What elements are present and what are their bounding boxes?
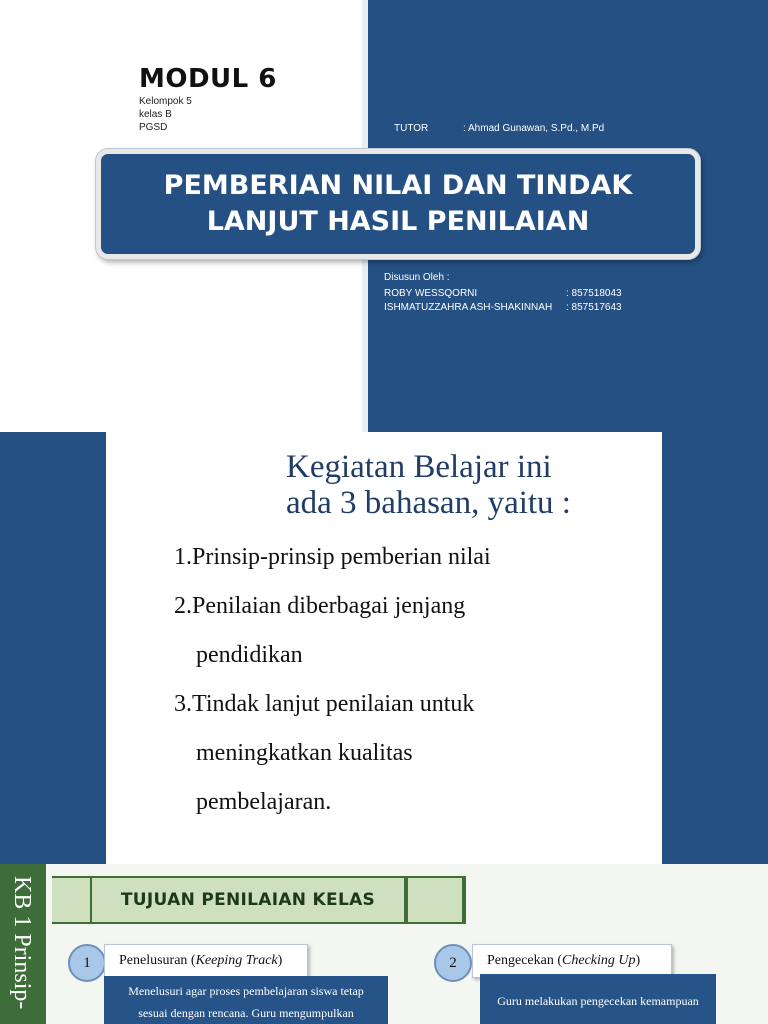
number-badge: 2 bbox=[434, 944, 472, 982]
kb-sidebar-text: KB 1 Prinsip- bbox=[9, 876, 35, 1010]
number-badge: 1 bbox=[68, 944, 106, 982]
compiled-by-label: Disusun Oleh : bbox=[384, 272, 450, 283]
topics-panel bbox=[106, 432, 662, 864]
topic-item-3-continued: meningkatkan kualitas bbox=[196, 740, 413, 766]
topic-item-1: 1.Prinsip-prinsip pemberian nilai bbox=[174, 544, 491, 570]
topics-heading-line-1: Kegiatan Belajar ini bbox=[286, 449, 552, 485]
objective-label-suffix: ) bbox=[277, 953, 283, 968]
author-nim: : 857517643 bbox=[566, 302, 622, 313]
topics-heading bbox=[286, 449, 571, 521]
banner bbox=[92, 878, 404, 922]
cover-title-box bbox=[96, 149, 700, 259]
class-label: kelas B bbox=[139, 109, 172, 120]
cover-title-line-2: LANJUT HASIL PENILAIAN bbox=[206, 206, 590, 237]
objective-description-line: Menelusuri agar proses pembelajaran siswa tetap bbox=[128, 984, 364, 998]
cover-title-line-1: PEMBERIAN NILAI DAN TINDAK bbox=[163, 170, 633, 201]
tutor-name: : Ahmad Gunawan, S.Pd., M.Pd bbox=[463, 123, 605, 134]
author-name: ROBY WESSQORNI bbox=[384, 288, 478, 299]
objective-label-italic: Checking Up bbox=[562, 953, 636, 968]
author-nim: : 857518043 bbox=[566, 288, 622, 299]
objective-label-italic: Keeping Track bbox=[195, 953, 278, 968]
tutor-label: TUTOR bbox=[394, 123, 429, 134]
banner-left-block bbox=[52, 878, 90, 922]
objective-description-line: sesuai dengan rencana. Guru mengumpulkan bbox=[138, 1006, 354, 1020]
objective-label bbox=[104, 944, 308, 978]
program-label: PGSD bbox=[139, 122, 168, 133]
topic-item-3: 3.Tindak lanjut penilaian untuk bbox=[174, 691, 475, 717]
objective-label bbox=[472, 944, 672, 978]
kb-sidebar bbox=[0, 864, 46, 1024]
topic-item-3-continued: pembelajaran. bbox=[196, 789, 332, 815]
topic-item-2: 2.Penilaian diberbagai jenjang bbox=[174, 593, 466, 619]
objective-description bbox=[480, 974, 716, 1024]
modul-title: MODUL 6 bbox=[139, 64, 277, 94]
topics-heading-line-2: ada 3 bahasan, yaitu : bbox=[286, 485, 571, 521]
group-label: Kelompok 5 bbox=[139, 96, 192, 107]
banner-title: TUJUAN PENILAIAN KELAS bbox=[120, 890, 376, 910]
objective-label-text: Penelusuran ( bbox=[119, 953, 196, 968]
objective-label-text: Pengecekan ( bbox=[487, 953, 563, 968]
objective-description bbox=[104, 976, 388, 1024]
author-name: ISHMATUZZAHRA ASH-SHAKINNAH bbox=[384, 302, 553, 313]
objective-description-line: Guru melakukan pengecekan kemampuan bbox=[497, 994, 699, 1008]
banner-right-block bbox=[408, 878, 462, 922]
objective-label-suffix: ) bbox=[635, 953, 641, 968]
slide-1-cover bbox=[0, 0, 768, 432]
topic-item-2-continued: pendidikan bbox=[196, 642, 303, 668]
slide-3-objectives bbox=[0, 864, 768, 1024]
slide-2-topics bbox=[0, 432, 768, 864]
